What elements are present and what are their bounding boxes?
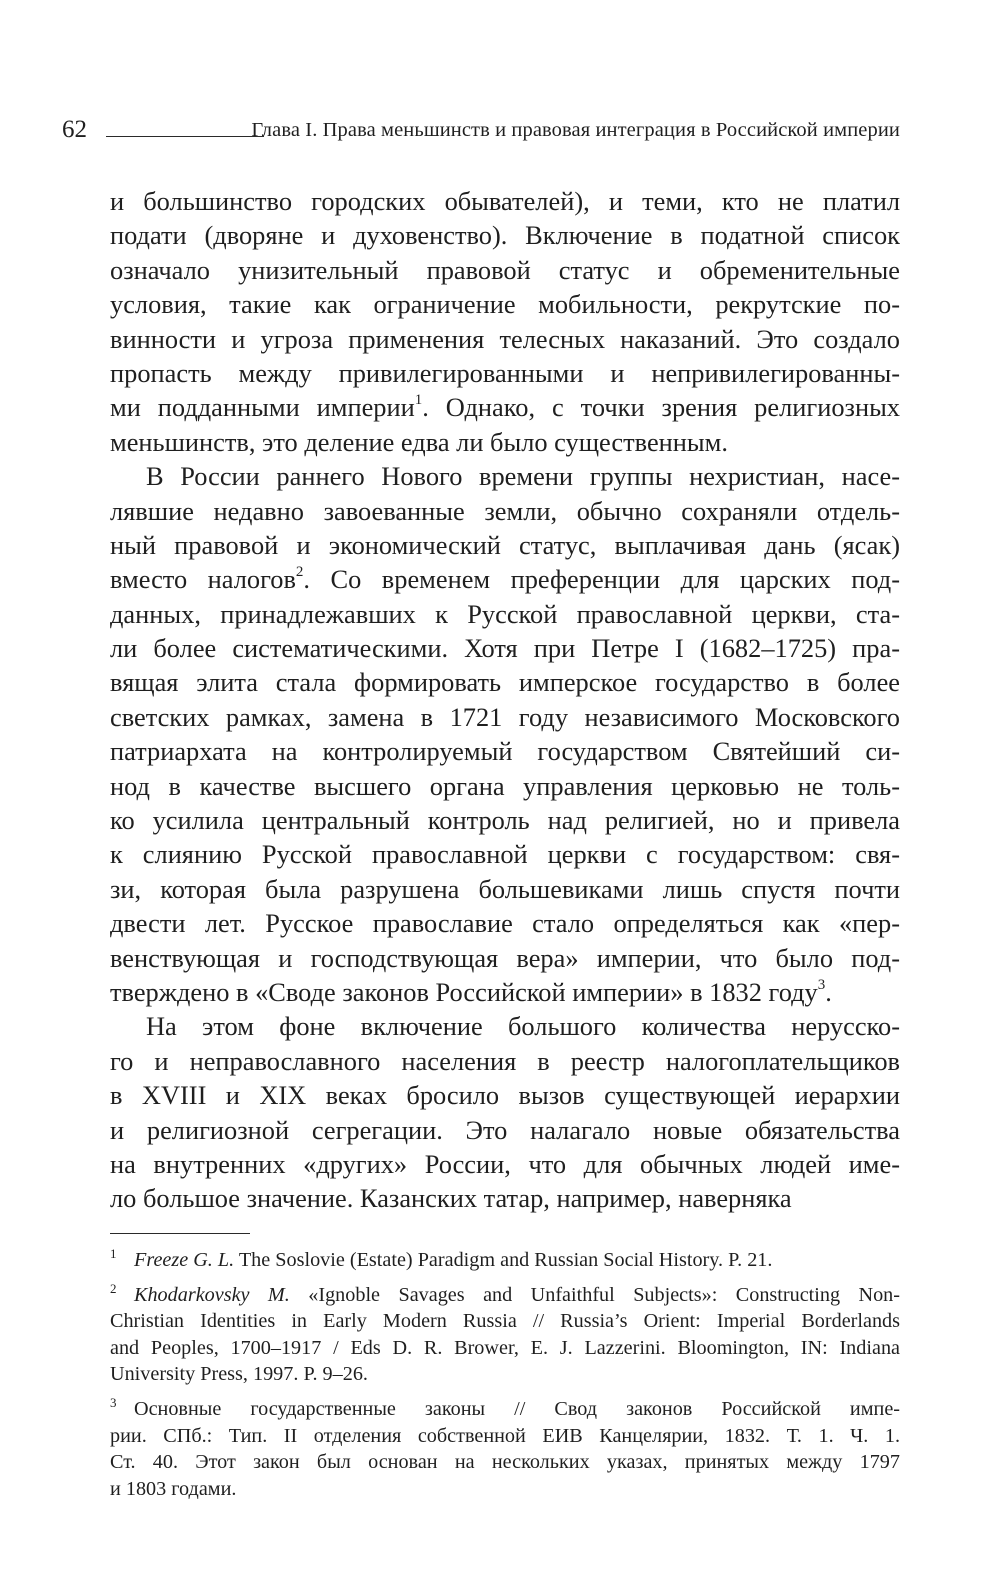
text-line: подати (дворяне и духовенство). Включение в податной список bbox=[110, 220, 900, 251]
text-line: винности и угроза применения телесных наказаний. Это создало bbox=[110, 323, 900, 354]
text-line: го и неправославного населения в реестр налогоплательщиков bbox=[110, 1045, 900, 1076]
footnote-line: 3 Основные государственные законы // Свод законов Российской импе- bbox=[110, 1394, 900, 1420]
footnotes bbox=[110, 1247, 900, 1510]
footnote-line: and Peoples, 1700–1917 / Eds D. R. Brower, E. J. Lazzerini. Bloomington, IN: Indiana bbox=[110, 1336, 900, 1359]
text-line: патриархата на контролируемый государством Святейший си- bbox=[110, 736, 900, 767]
text-line: ми подданными империи$^1$. Однако, с точки зрения религиозных bbox=[110, 392, 901, 423]
text-line: светских рамках, замена в 1721 году независимого Московского bbox=[110, 701, 900, 732]
page-number: 62 bbox=[62, 116, 87, 143]
footnote-line: University Press, 1997. P. 9–26. bbox=[110, 1363, 368, 1386]
footnote-ref[interactable]: 2 bbox=[295, 564, 304, 581]
text-line: двести лет. Русское православие стало определяться как «пер- bbox=[110, 908, 900, 939]
text-line: условия, такие как ограничение мобильности, рекрутские по- bbox=[110, 289, 900, 320]
text-line: к слиянию Русской православной церкви с государством: свя- bbox=[110, 839, 900, 870]
text-line: и религиозной сегрегации. Это налагало новые обязательства bbox=[110, 1114, 900, 1145]
footnote-line: рии. СПб.: Тип. II отделения собственной ЕИВ Канцелярии, 1832. Т. 1. Ч. 1. bbox=[110, 1424, 900, 1447]
text-line: тверждено в «Своде законов Российской империи» в 1832 году$^3$. bbox=[110, 976, 832, 1007]
footnote-ref[interactable]: 3 bbox=[817, 976, 826, 993]
running-header bbox=[62, 114, 900, 148]
text-line: зи, которая была разрушена большевиками лишь спустя почти bbox=[110, 873, 900, 904]
footnote-line: 1 Freeze G. L. The Soslovie (Estate) Paradigm and Russian Social History. P. 21. bbox=[110, 1246, 773, 1271]
footnote-line: Christian Identities in Early Modern Russia // Russia’s Orient: Imperial Borderlands bbox=[110, 1310, 900, 1333]
text-line: данных, принадлежавших к Русской православной церкви, ста- bbox=[110, 598, 900, 629]
main-text bbox=[110, 184, 900, 1216]
footnote bbox=[110, 1247, 900, 1274]
paragraph bbox=[110, 459, 900, 1009]
paragraph bbox=[110, 1009, 900, 1215]
footnote bbox=[110, 1282, 900, 1388]
header-rule bbox=[106, 136, 264, 137]
footnote-line: и 1803 годами. bbox=[110, 1477, 237, 1500]
text-line: вящая элита стала формировать имперское государство в более bbox=[110, 667, 900, 698]
text-line: На этом фоне включение большого количества нерусско- bbox=[146, 1011, 900, 1042]
text-line: ло большое значение. Казанских татар, например, наверняка bbox=[110, 1183, 792, 1214]
author-name: Freeze G. L. bbox=[134, 1249, 235, 1271]
text-line: на внутренних «других» России, что для обычных людей име- bbox=[110, 1148, 900, 1179]
text-line: меньшинств, это деление едва ли было существенным. bbox=[110, 426, 728, 457]
text-line: ный правовой и экономический статус, выплачивая дань (ясак) bbox=[110, 529, 900, 560]
chapter-title: Глава I. Права меньшинств и правовая интеграция в Российской империи bbox=[251, 119, 900, 141]
footnote-line: 2 Khodarkovsky M. «Ignoble Savages and Unfaithful Subjects»: Constructing Non- bbox=[110, 1280, 900, 1306]
text-line: венствующая и господствующая вера» империи, что было под- bbox=[110, 942, 900, 973]
text-line: В России раннего Нового времени группы нехристиан, насе- bbox=[146, 461, 900, 492]
footnote bbox=[110, 1396, 900, 1502]
footnote-line: Ст. 40. Этот закон был основан на нескольких указах, принятых между 1797 bbox=[110, 1451, 900, 1474]
footnote-ref[interactable]: 1 bbox=[414, 392, 423, 409]
text-line: и большинство городских обывателей), и теми, кто не платил bbox=[110, 186, 900, 216]
text-line: вместо налогов$^2$. Со временем преференции для царских под- bbox=[110, 564, 901, 595]
text-line: лявшие недавно завоеванные земли, обычно сохраняли отдель- bbox=[110, 495, 900, 526]
author-name: Khodarkovsky M. bbox=[134, 1283, 290, 1306]
text-line: в XVIII и XIX веках бросило вызов существующей иерархии bbox=[110, 1080, 900, 1111]
text-line: нод в качестве высшего органа управления церковью не толь- bbox=[110, 770, 900, 801]
text-line: ко усилила центральный контроль над религией, но и привела bbox=[110, 805, 900, 836]
text-line: ли более систематическими. Хотя при Петре I (1682–1725) пра- bbox=[110, 633, 900, 664]
text-line: пропасть между привилегированными и непривилегированны- bbox=[110, 357, 900, 388]
paragraph bbox=[110, 184, 900, 459]
footnote-separator bbox=[110, 1233, 250, 1234]
text-line: означало унизительный правовой статус и обременительные bbox=[110, 254, 900, 285]
